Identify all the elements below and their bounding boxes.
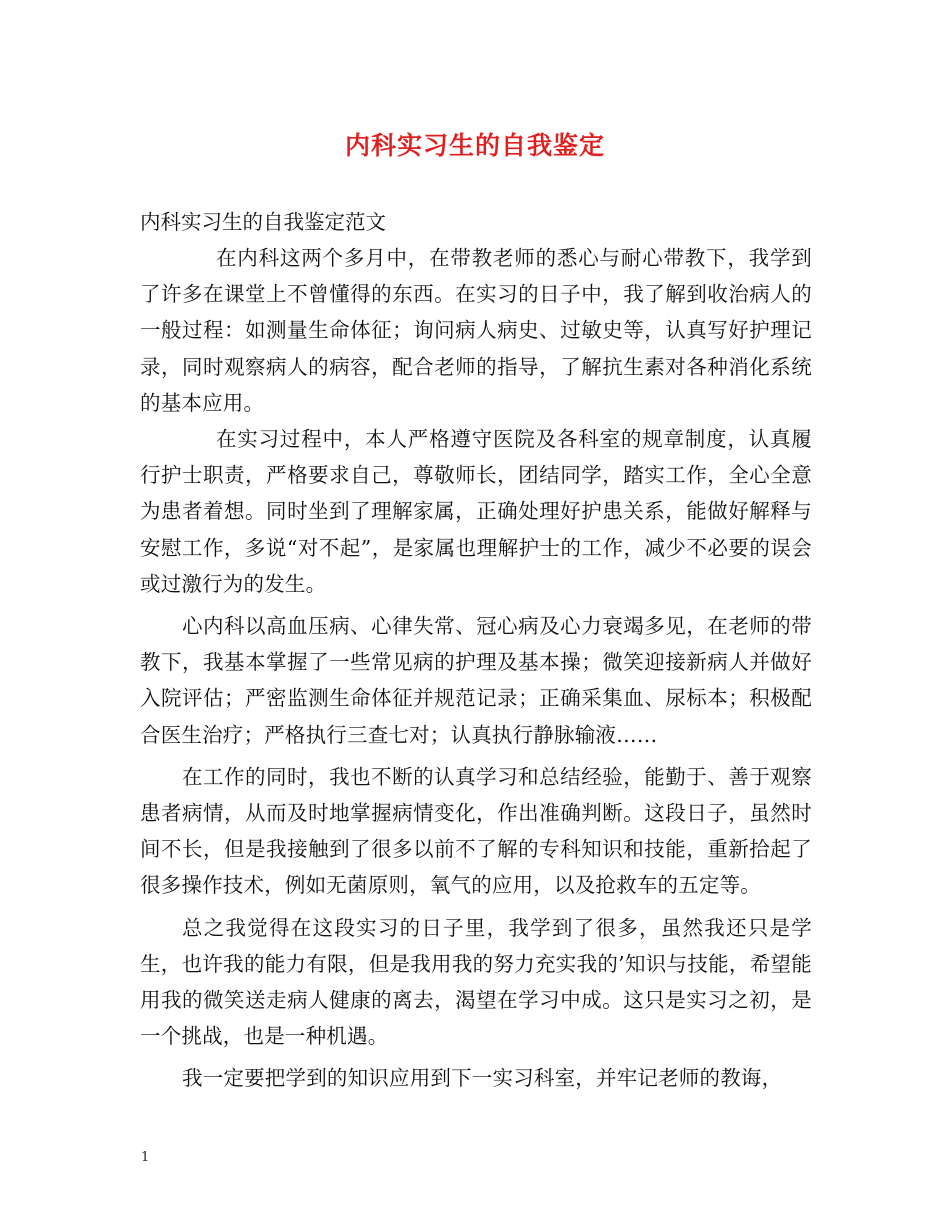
page-number: 1 xyxy=(141,1150,150,1165)
document-body xyxy=(140,204,812,1097)
paragraph-1: 在内科这两个多月中，在带教老师的悉心与耐心带教下，我学到了许多在课堂上不曾懂得的东西。在实习的日子中，我了解到收治病人的一般过程：如测量生命体征；询问病人病史、过敏史等，认真写好护理记录，同时观察病人的病容，配合老师的指导，了解抗生素对各种消化系统的基本应用。 xyxy=(140,246,812,415)
document-title: 内科实习生的自我鉴定 xyxy=(344,131,605,160)
paragraph-5: 总之我觉得在这段实习的日子里，我学到了很多，虽然我还只是学生，也许我的能力有限，但是我用我的努力充实我的’知识与技能，希望能用我的微笑送走病人健康的离去，渴望在学习中成。这只是实习之初，是一个挑战，也是一种机遇。 xyxy=(140,915,812,1049)
paragraph-3: 心内科以高血压病、心律失常、冠心病及心力衰竭多见，在老师的带教下，我基本掌握了一些常见病的护理及基本操；微笑迎接新病人并做好入院评估；严密监测生命体征并规范记录；正确采集血、尿标本；积极配合医生治疗；严格执行三查七对；认真执行静脉输液…… xyxy=(140,614,812,747)
paragraph-2: 在实习过程中，本人严格遵守医院及各科室的规章制度，认真履行护士职责，严格要求自己，尊敬师长，团结同学，踏实工作，全心全意为患者着想。同时坐到了理解家属，正确处理好护患关系，能做好解释与安慰工作，多说“对不起”，是家属也理解护士的工作，减少不必要的误会或过激行为的发生。 xyxy=(140,427,812,596)
paragraph-4: 在工作的同时，我也不断的认真学习和总结经验，能勤于、善于观察患者病情，从而及时地掌握病情变化，作出准确判断。这段日子，虽然时间不长，但是我接触到了很多以前不了解的专科知识和技能，重新拾起了很多操作技术，例如无菌原则，氧气的应用，以及抢救车的五定等。 xyxy=(140,764,812,898)
paragraph-6: 我一定要把学到的知识应用到下一实习科室，并牢记老师的教诲， xyxy=(182,1066,783,1091)
document-subtitle: 内科实习生的自我鉴定范文 xyxy=(140,210,386,234)
